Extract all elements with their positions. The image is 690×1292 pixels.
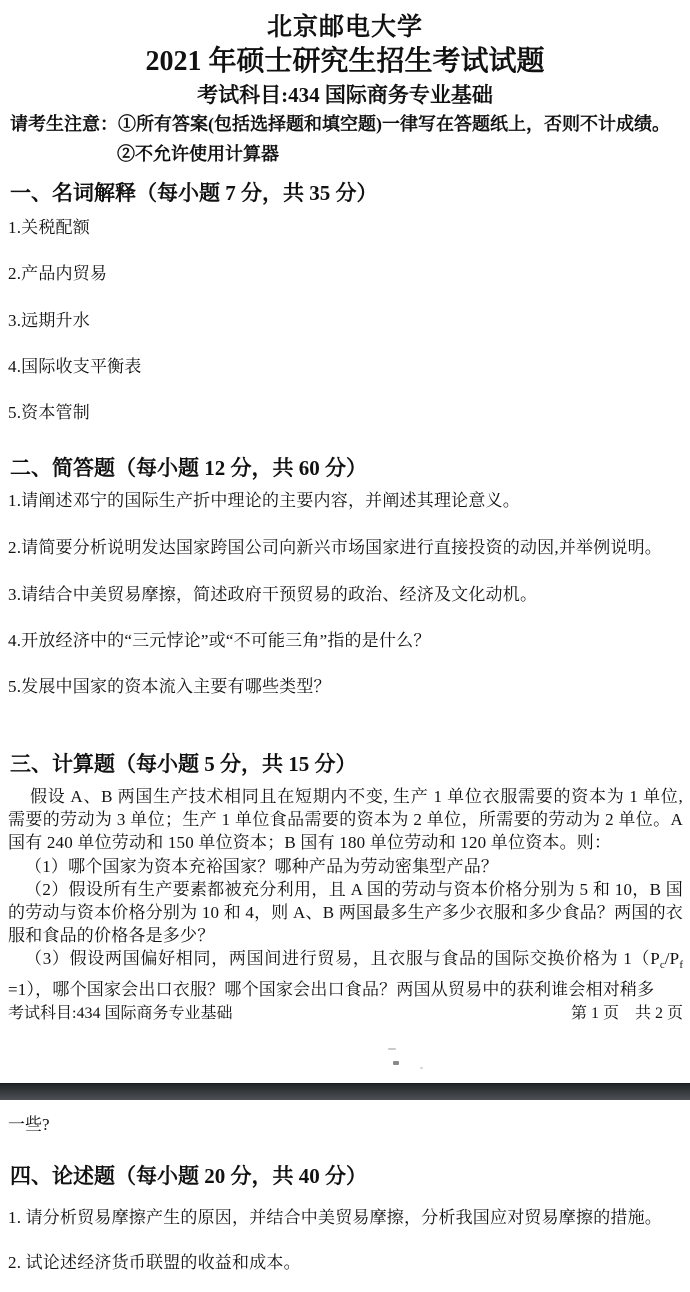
calc-question-3-text: （3）假设两国偏好相同，两国间进行贸易，且衣服与食品的国际交换价格为 1（P xyxy=(25,949,660,969)
candidate-notice-line-2: ②不允许使用计算器 xyxy=(117,144,279,164)
calc-question-1: （1）哪个国家为资本充裕国家？哪种产品为劳动密集型产品？ xyxy=(25,856,499,876)
calc-question-3-mid: /P xyxy=(664,949,680,969)
scan-artifact xyxy=(420,1067,423,1069)
term-item-5: 5.资本管制 xyxy=(8,403,90,422)
term-item-4: 4.国际收支平衡表 xyxy=(8,357,142,376)
exam-title: 2021 年硕士研究生招生考试试题 xyxy=(145,46,545,77)
short-answer-item-4: 4.开放经济中的“三元悖论”或“不可能三角”指的是什么？ xyxy=(8,631,431,650)
term-item-1: 1.关税配额 xyxy=(8,218,90,237)
section-3-heading: 三、计算题（每小题 5 分，共 15 分） xyxy=(10,752,357,776)
scan-artifact xyxy=(393,1061,399,1065)
calc-problem-intro: 假设 A、B 两国生产技术相同且在短期内不变, 生产 1 单位衣服需要的资本为 1 单位, 需要的劳动为 3 单位；生产 1 单位食品需要的资本为 2 单位，所需要的劳动为 2 单位。A 国有 240 单位劳动和 150 单位资本；B 国有 180 单位劳动和 120 单位资本。则： xyxy=(8,787,683,853)
term-item-2: 2.产品内贸易 xyxy=(8,264,108,283)
essay-item-1: 1. 请分析贸易摩擦产生的原因，并结合中美贸易摩擦，分析我国应对贸易摩擦的措施。 xyxy=(8,1208,662,1227)
short-answer-item-1: 1.请阐述邓宁的国际生产折中理论的主要内容，并阐述其理论意义。 xyxy=(8,491,520,510)
essay-item-2: 2. 试论述经济货币联盟的收益和成本。 xyxy=(8,1253,301,1272)
calc-question-3 xyxy=(8,947,683,1000)
section-1-heading: 一、名词解释（每小题 7 分，共 35 分） xyxy=(10,181,378,205)
page2-continuation-text: 一些? xyxy=(8,1115,50,1134)
price-f-subscript: f xyxy=(679,959,683,972)
price-c-subscript: c xyxy=(659,959,665,972)
university-title: 北京邮电大学 xyxy=(266,14,423,41)
short-answer-item-3: 3.请结合中美贸易摩擦，简述政府干预贸易的政治、经济及文化动机。 xyxy=(8,585,538,604)
page-break-divider xyxy=(0,1083,690,1100)
short-answer-item-2: 2.请简要分析说明发达国家跨国公司向新兴市场国家进行直接投资的动因,并举例说明。 xyxy=(8,538,662,557)
short-answer-item-5: 5.发展中国家的资本流入主要有哪些类型？ xyxy=(8,677,331,696)
section-4-heading: 四、论述题（每小题 20 分，共 40 分） xyxy=(10,1164,367,1188)
footer-subject: 考试科目:434 国际商务专业基础 xyxy=(8,1005,233,1022)
subject-line: 考试科目:434 国际商务专业基础 xyxy=(197,83,493,107)
term-item-3: 3.远期升水 xyxy=(8,311,90,330)
scan-artifact xyxy=(388,1048,396,1050)
calc-question-2: （2）假设所有生产要素都被充分利用，且 A 国的劳动与资本价格分别为 5 和 10，B 国的劳动与资本价格分别为 10 和 4，则 A、B 两国最多生产多少衣服和多少食品？两国的衣服和食品的价格各是多少？ xyxy=(8,879,683,946)
section-2-heading: 二、简答题（每小题 12 分，共 60 分） xyxy=(10,456,367,480)
footer-page-number: 第 1 页 共 2 页 xyxy=(570,1005,683,1022)
calc-question-3-after: =1），哪个国家会出口衣服？哪个国家会出口食品？两国从贸易中的获利谁会相对稍多 xyxy=(8,979,655,999)
candidate-notice-line-1: 请考生注意：①所有答案(包括选择题和填空题)一律写在答题纸上，否则不计成绩。 xyxy=(10,114,670,134)
page-footer xyxy=(8,1000,683,1023)
calculation-problem-block xyxy=(8,785,683,1001)
